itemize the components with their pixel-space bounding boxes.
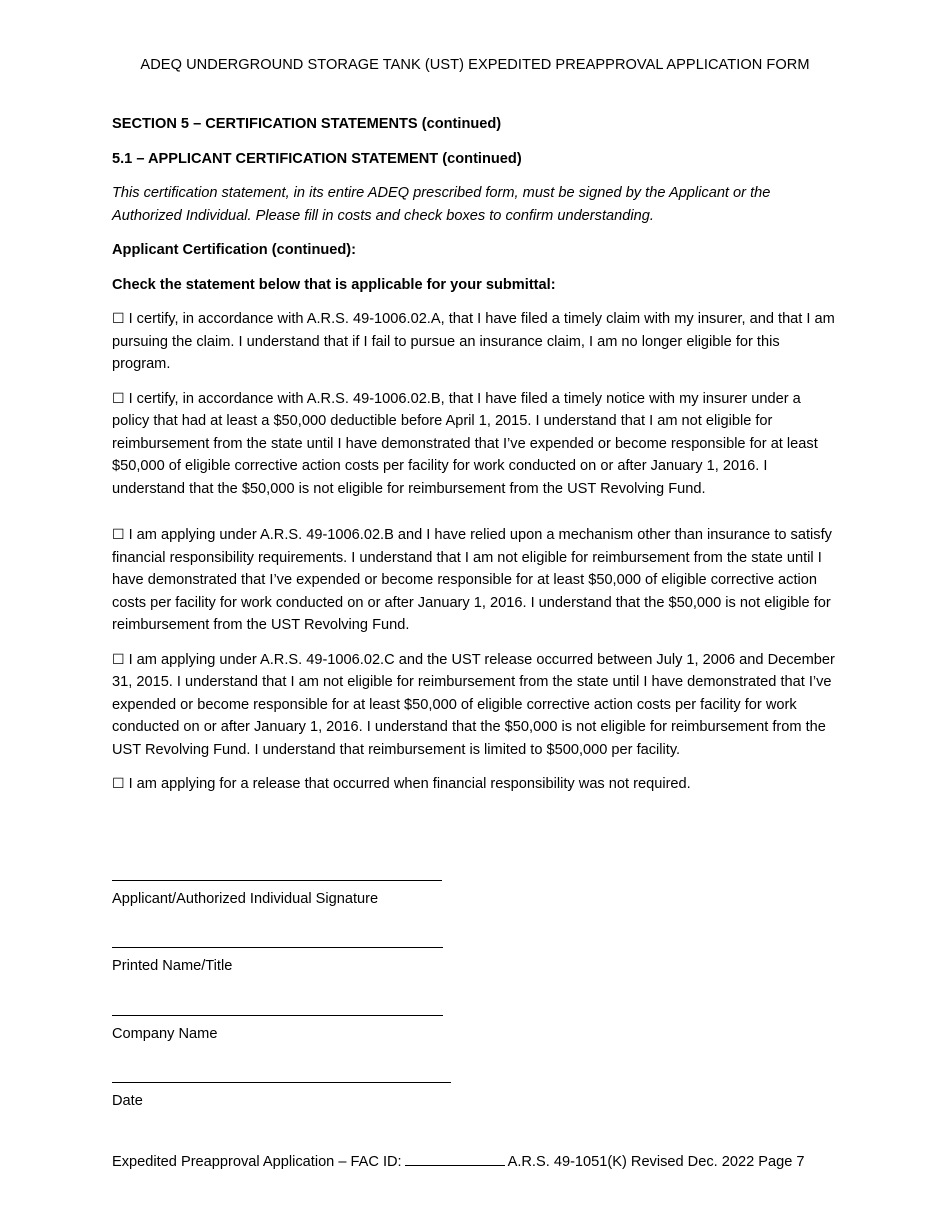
section-title: SECTION 5 – CERTIFICATION STATEMENTS (continued) <box>112 116 502 132</box>
form-content <box>112 113 840 808</box>
company-name-field <box>112 1015 443 1043</box>
statement-c-text: I am applying under A.R.S. 49-1006.02.C and the UST release occurred between July 1, 2006 and December 31, 2015. I understand that I am not eligible for reimbursement from the state until I have demonstrated that I’ve expended or become responsible for at least $50,000 of eligible corrective action costs per facility for work conducted on or after January 1, 2016. I understand that the $50,000 is not eligible for reimbursement from the UST Revolving Fund. I understand that reimbursement is limited to $500,000 per facility. <box>112 651 835 758</box>
statement-no-fr-item <box>112 773 840 796</box>
fac-id-blank[interactable] <box>405 1152 505 1166</box>
signature-field <box>112 880 442 908</box>
page-footer <box>112 1152 805 1170</box>
signature-line[interactable] <box>112 880 442 881</box>
statement-b-item <box>112 388 840 501</box>
printed-name-line[interactable] <box>112 947 443 948</box>
statement-no-fr-text: I am applying for a release that occurred when financial responsibility was not required. <box>128 776 691 792</box>
statement-c-item <box>112 649 840 762</box>
statement-b-other-checkbox[interactable]: ☐ <box>112 527 125 543</box>
signature-label: Applicant/Authorized Individual Signature <box>112 891 379 907</box>
date-line[interactable] <box>112 1082 451 1083</box>
date-field <box>112 1082 451 1110</box>
statement-b-text: I certify, in accordance with A.R.S. 49-1006.02.B, that I have filed a timely notice with my insurer under a policy that had at least a $50,000 deductible before April 1, 2015. I understand that I am not eligible for reimbursement from the state until I have demonstrated that I’ve expended or become responsible for at least $50,000 of eligible corrective action costs per facility for work conducted on or after January 1, 2016. I understand that the $50,000 is not eligible for reimbursement from the UST Revolving Fund. <box>112 390 818 497</box>
check-heading: Check the statement below that is applicable for your submittal: <box>112 276 556 293</box>
instructions-text: This certification statement, in its entire ADEQ prescribed form, must be signed by the Applicant or the Authorized Individual. Please fill in costs and check boxes to confirm understanding. <box>112 185 771 224</box>
company-name-line[interactable] <box>112 1015 443 1016</box>
cert-heading: Applicant Certification (continued): <box>112 242 357 258</box>
footer-right-text: A.R.S. 49-1051(K) Revised Dec. 2022 Page 7 <box>507 1154 805 1170</box>
statement-a-item <box>112 308 840 376</box>
company-name-label: Company Name <box>112 1026 218 1042</box>
section-subtitle: 5.1 – APPLICANT CERTIFICATION STATEMENT (continued) <box>112 150 522 167</box>
statement-b-other-text: I am applying under A.R.S. 49-1006.02.B and I have relied upon a mechanism other than insurance to satisfy financial responsibility requirements. I understand that I am not eligible for reimbursement from the state until I have demonstrated that I’ve expended or become responsible for at least $50,000 of eligible corrective action costs per facility for work conducted on or after January 1, 2016. I understand that the $50,000 is not eligible for reimbursement from the UST Revolving Fund. <box>112 527 832 633</box>
statement-a-text: I certify, in accordance with A.R.S. 49-1006.02.A, that I have filed a timely claim with my insurer, and that I am pursuing the claim. I understand that if I fail to pursue an insurance claim, I am no longer eligible for this program. <box>112 311 835 372</box>
form-header: ADEQ UNDERGROUND STORAGE TANK (UST) EXPEDITED PREAPPROVAL APPLICATION FORM <box>140 57 810 73</box>
statement-a-checkbox[interactable]: ☐ <box>112 311 125 327</box>
footer-left-text: Expedited Preapproval Application – FAC ID: <box>112 1154 402 1170</box>
statement-b-checkbox[interactable]: ☐ <box>112 390 125 407</box>
statement-b-other-item <box>112 524 840 637</box>
printed-name-field <box>112 947 443 975</box>
printed-name-label: Printed Name/Title <box>112 958 233 974</box>
statement-c-checkbox[interactable]: ☐ <box>112 651 125 668</box>
statement-no-fr-checkbox[interactable]: ☐ <box>112 776 125 792</box>
spacer <box>112 512 840 524</box>
date-label: Date <box>112 1093 143 1109</box>
